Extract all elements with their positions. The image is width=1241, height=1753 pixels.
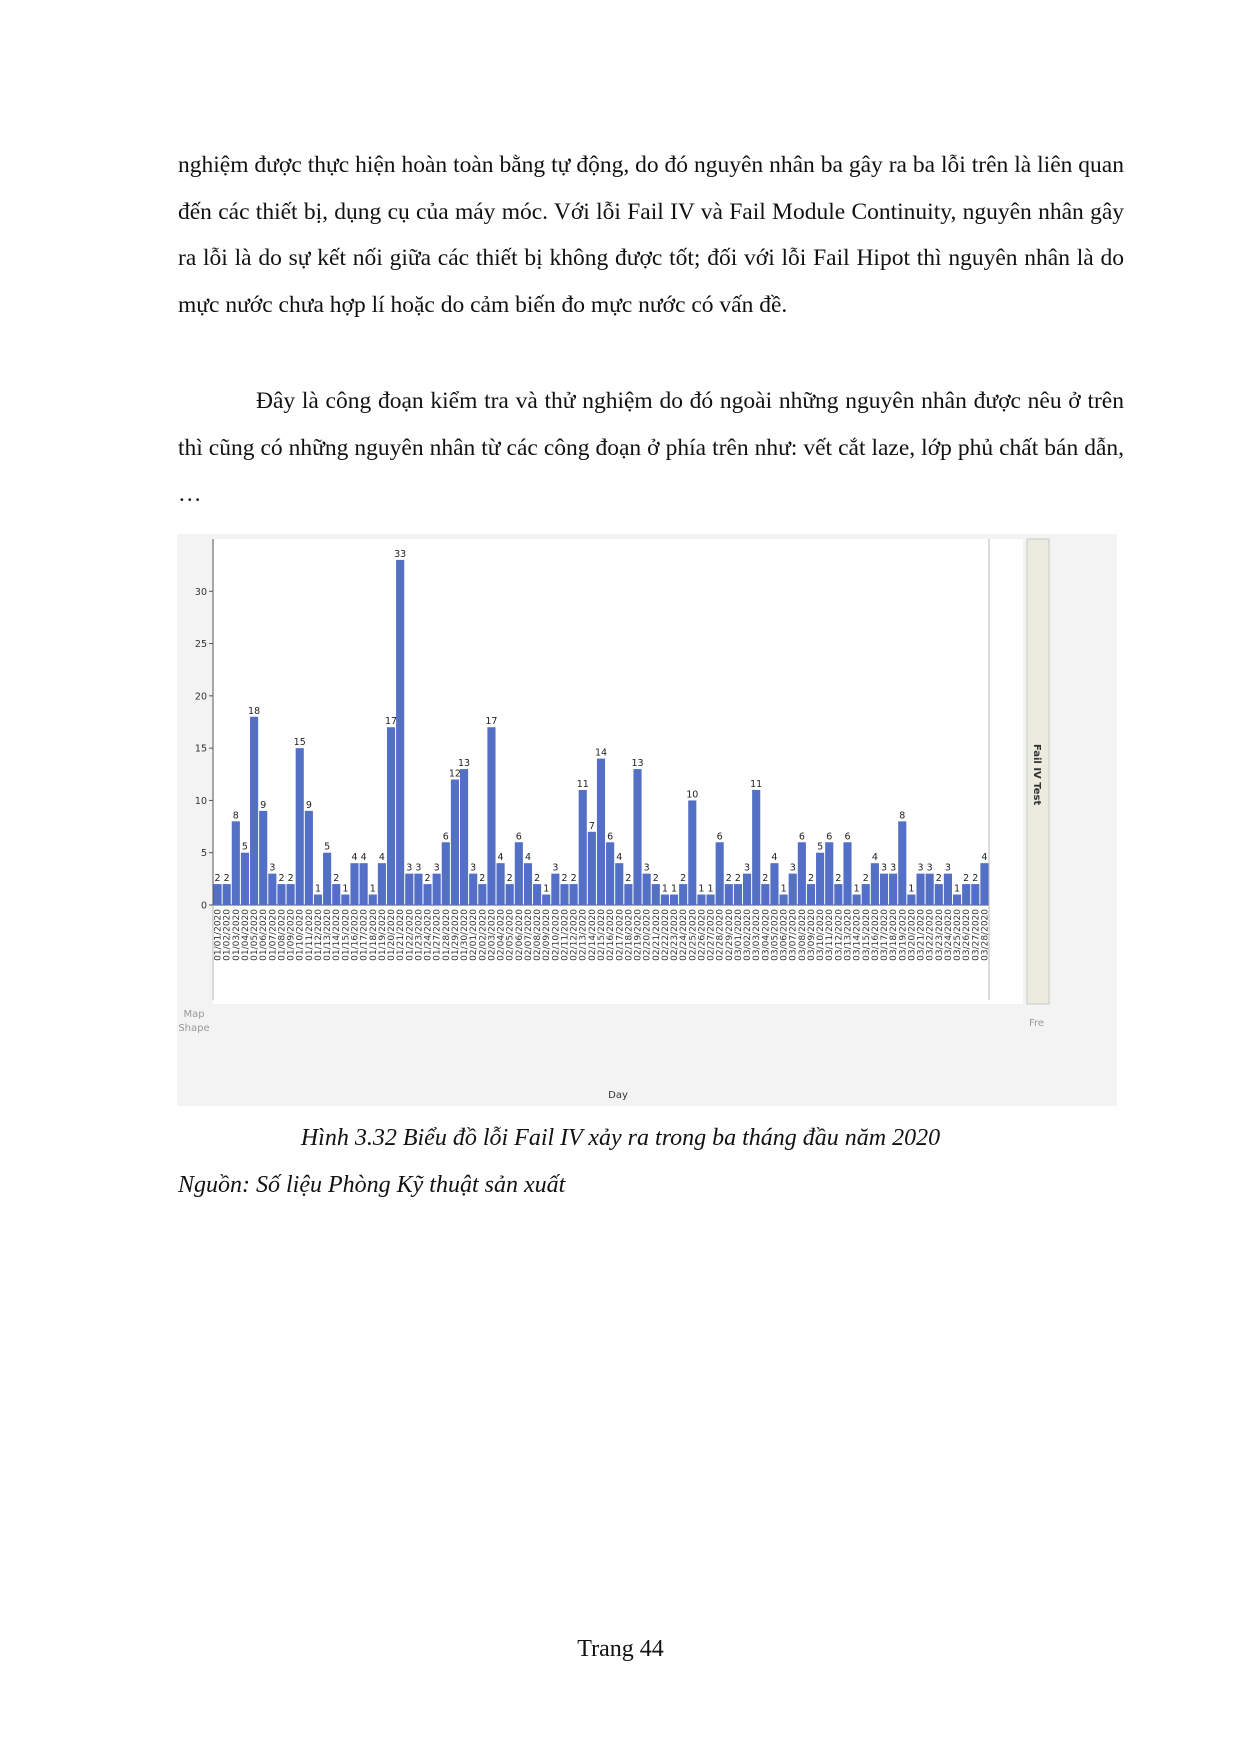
x-tick-label: 01/06/2020 bbox=[259, 909, 270, 961]
x-tick-label: 03/02/2020 bbox=[743, 909, 754, 961]
bar-value-label: 2 bbox=[935, 873, 942, 885]
right-panel-label: Fre bbox=[1029, 1018, 1045, 1029]
bar bbox=[305, 811, 313, 905]
bar bbox=[661, 895, 669, 905]
bar bbox=[241, 853, 249, 905]
bar-value-label: 4 bbox=[351, 852, 358, 864]
bar-value-label: 3 bbox=[433, 862, 440, 874]
bar bbox=[223, 884, 231, 905]
bar bbox=[980, 863, 988, 905]
x-tick-label: 02/12/2020 bbox=[569, 909, 580, 961]
y-tick-label: 0 bbox=[200, 900, 207, 912]
bar bbox=[250, 717, 258, 905]
bar-value-label: 3 bbox=[406, 862, 413, 874]
bar bbox=[725, 884, 733, 905]
bar bbox=[451, 780, 459, 905]
bar-value-label: 4 bbox=[497, 852, 504, 864]
x-tick-label: 01/29/2020 bbox=[450, 909, 461, 961]
x-tick-label: 02/20/2020 bbox=[642, 909, 653, 961]
bar-value-label: 2 bbox=[680, 873, 687, 885]
bar bbox=[853, 895, 861, 905]
bar bbox=[287, 884, 295, 905]
bar-value-label: 2 bbox=[214, 873, 221, 885]
x-tick-label: 02/28/2020 bbox=[715, 909, 726, 961]
bar bbox=[232, 821, 240, 905]
x-tick-label: 01/17/2020 bbox=[359, 909, 370, 961]
bar-value-label: 2 bbox=[479, 873, 486, 885]
bar-value-label: 1 bbox=[698, 883, 705, 895]
bar-value-label: 5 bbox=[817, 841, 824, 853]
x-tick-label: 03/06/2020 bbox=[779, 909, 790, 961]
bar-value-label: 6 bbox=[515, 831, 522, 843]
bar-value-label: 13 bbox=[631, 758, 644, 770]
x-tick-label: 02/13/2020 bbox=[578, 909, 589, 961]
bar-value-label: 4 bbox=[771, 852, 778, 864]
bar bbox=[706, 895, 714, 905]
x-tick-label: 02/03/2020 bbox=[487, 909, 498, 961]
bar bbox=[414, 874, 422, 905]
y-tick-label: 20 bbox=[194, 691, 207, 703]
bar bbox=[396, 560, 404, 905]
bar bbox=[296, 748, 304, 905]
bar bbox=[497, 863, 505, 905]
bar bbox=[378, 863, 386, 905]
bar bbox=[214, 884, 222, 905]
bar bbox=[807, 884, 815, 905]
bar-value-label: 15 bbox=[293, 737, 306, 749]
x-tick-label: 01/11/2020 bbox=[304, 909, 315, 961]
bar-value-label: 6 bbox=[442, 831, 449, 843]
x-tick-label: 03/10/2020 bbox=[816, 909, 827, 961]
bar bbox=[341, 895, 349, 905]
x-tick-label: 01/28/2020 bbox=[441, 909, 452, 961]
bar-value-label: 1 bbox=[671, 883, 678, 895]
bar bbox=[405, 874, 413, 905]
bar bbox=[971, 884, 979, 905]
x-tick-label: 01/12/2020 bbox=[313, 909, 324, 961]
bar-value-label: 6 bbox=[844, 831, 851, 843]
bar-value-label: 13 bbox=[458, 758, 471, 770]
bar bbox=[323, 853, 331, 905]
fail-iv-chart bbox=[177, 534, 1117, 1106]
x-tick-label: 03/18/2020 bbox=[889, 909, 900, 961]
x-tick-label: 03/21/2020 bbox=[916, 909, 927, 961]
bar-value-label: 6 bbox=[716, 831, 723, 843]
bar bbox=[387, 727, 395, 905]
bar-value-label: 3 bbox=[880, 862, 888, 874]
x-tick-label: 02/06/2020 bbox=[514, 909, 525, 961]
x-tick-labels bbox=[214, 909, 991, 961]
bar bbox=[560, 884, 568, 905]
bar bbox=[734, 884, 742, 905]
bar-value-label: 2 bbox=[725, 873, 732, 885]
figure-caption: Hình 3.32 Biểu đồ lỗi Fail IV xảy ra trong ba tháng đầu năm 2020 bbox=[300, 1125, 941, 1151]
bar-value-label: 2 bbox=[734, 873, 741, 885]
x-tick-label: 02/08/2020 bbox=[533, 909, 544, 961]
x-tick-label: 03/05/2020 bbox=[770, 909, 781, 961]
bar bbox=[752, 790, 760, 905]
x-tick-label: 01/13/2020 bbox=[323, 909, 334, 961]
bar bbox=[588, 832, 596, 905]
bar-value-label: 1 bbox=[661, 883, 668, 895]
bar bbox=[268, 874, 276, 905]
x-tick-label: 03/23/2020 bbox=[934, 909, 945, 961]
x-tick-label: 03/26/2020 bbox=[962, 909, 973, 961]
bar-value-label: 12 bbox=[448, 768, 461, 780]
bar-value-label: 9 bbox=[305, 799, 312, 811]
bar bbox=[606, 842, 614, 905]
x-tick-label: 01/14/2020 bbox=[332, 909, 343, 961]
bar-value-label: 3 bbox=[269, 862, 276, 874]
bar-value-label: 2 bbox=[534, 873, 541, 885]
x-tick-label: 01/19/2020 bbox=[377, 909, 388, 961]
x-tick-label: 03/28/2020 bbox=[980, 909, 991, 961]
bar bbox=[643, 874, 651, 905]
bar-value-label: 3 bbox=[415, 862, 422, 874]
left-panel-label-text: Map Shape bbox=[178, 1009, 210, 1034]
x-tick-label: 03/27/2020 bbox=[971, 909, 982, 961]
bar bbox=[652, 884, 660, 905]
source-note: Nguồn: Số liệu Phòng Kỹ thuật sản xuất bbox=[178, 1172, 566, 1198]
bar bbox=[898, 821, 906, 905]
bar bbox=[834, 884, 842, 905]
x-tick-label: 03/25/2020 bbox=[953, 909, 964, 961]
bar-value-label: 33 bbox=[394, 548, 407, 560]
x-tick-label: 01/21/2020 bbox=[396, 909, 407, 961]
bar-value-label: 4 bbox=[871, 852, 878, 864]
x-tick-label: 02/22/2020 bbox=[660, 909, 671, 961]
bar bbox=[679, 884, 687, 905]
x-tick-label: 01/05/2020 bbox=[250, 909, 261, 961]
bar-value-label: 5 bbox=[241, 841, 248, 853]
bar-value-label: 2 bbox=[652, 873, 659, 885]
x-tick-label: 02/19/2020 bbox=[633, 909, 644, 961]
bar-value-label: 2 bbox=[223, 873, 230, 885]
x-tick-label: 03/04/2020 bbox=[761, 909, 772, 961]
bar-value-label: 2 bbox=[625, 873, 632, 885]
bar-value-label: 3 bbox=[917, 862, 924, 874]
x-tick-label: 03/13/2020 bbox=[843, 909, 854, 961]
x-tick-label: 03/22/2020 bbox=[925, 909, 936, 961]
x-tick-label: 02/25/2020 bbox=[688, 909, 699, 961]
x-tick-label: 01/30/2020 bbox=[460, 909, 471, 961]
x-tick-label: 02/11/2020 bbox=[560, 909, 571, 961]
bar-value-label: 4 bbox=[360, 852, 367, 864]
x-tick-label: 03/24/2020 bbox=[943, 909, 954, 961]
bar bbox=[798, 842, 806, 905]
bar-value-label: 4 bbox=[616, 852, 623, 864]
x-tick-label: 02/18/2020 bbox=[624, 909, 635, 961]
x-tick-label: 02/24/2020 bbox=[679, 909, 690, 961]
page-number: Trang 44 bbox=[577, 1636, 664, 1662]
bar bbox=[478, 884, 486, 905]
bar bbox=[314, 895, 322, 905]
bar bbox=[515, 842, 523, 905]
x-tick-label: 02/16/2020 bbox=[606, 909, 617, 961]
x-tick-label: 01/08/2020 bbox=[277, 909, 288, 961]
bar bbox=[615, 863, 623, 905]
bar bbox=[487, 727, 495, 905]
bar bbox=[907, 895, 915, 905]
bar bbox=[369, 895, 377, 905]
x-tick-label: 03/12/2020 bbox=[834, 909, 845, 961]
bar bbox=[743, 874, 751, 905]
bar bbox=[843, 842, 851, 905]
bar bbox=[433, 874, 441, 905]
bar bbox=[579, 790, 587, 905]
bar-value-label: 7 bbox=[588, 820, 595, 832]
x-tick-label: 02/23/2020 bbox=[670, 909, 681, 961]
bar bbox=[916, 874, 924, 905]
x-tick-label: 01/20/2020 bbox=[387, 909, 398, 961]
bar-value-label: 1 bbox=[314, 883, 322, 895]
x-tick-label: 02/04/2020 bbox=[496, 909, 507, 961]
x-tick-label: 03/16/2020 bbox=[870, 909, 881, 961]
bar-value-label: 2 bbox=[333, 873, 340, 885]
bar bbox=[423, 884, 431, 905]
bar bbox=[816, 853, 824, 905]
bar-value-label: 18 bbox=[248, 705, 261, 717]
bar-value-label: 9 bbox=[260, 799, 267, 811]
x-tick-label: 02/09/2020 bbox=[542, 909, 553, 961]
panel-label: Fail IV Test bbox=[1031, 744, 1042, 806]
bar-value-label: 8 bbox=[899, 810, 906, 822]
bar bbox=[259, 811, 267, 905]
y-tick-label: 25 bbox=[194, 639, 207, 651]
y-tick-label: 30 bbox=[194, 586, 207, 598]
x-tick-label: 01/01/2020 bbox=[213, 909, 224, 961]
bar bbox=[551, 874, 559, 905]
bar bbox=[716, 842, 724, 905]
bar-value-label: 17 bbox=[384, 716, 398, 728]
bar bbox=[697, 895, 705, 905]
bar-value-label: 3 bbox=[744, 862, 751, 874]
bar-value-label: 2 bbox=[862, 873, 869, 885]
x-tick-label: 03/08/2020 bbox=[797, 909, 808, 961]
bar-value-label: 2 bbox=[972, 873, 979, 885]
x-tick-label: 03/07/2020 bbox=[788, 909, 799, 961]
bar bbox=[780, 895, 788, 905]
bar bbox=[670, 895, 678, 905]
x-tick-label: 03/11/2020 bbox=[825, 909, 836, 961]
bar bbox=[624, 884, 632, 905]
paragraph-2: Đây là công đoạn kiểm tra và thử nghiệm do đó ngoài những nguyên nhân được nêu ở trên thì cũng có những nguyên nhân từ các công đoạn ở phía trên như: vết cắt laze, lớp phủ chất bán dẫn, … bbox=[178, 388, 1124, 507]
bar-value-label: 6 bbox=[798, 831, 805, 843]
bar bbox=[506, 884, 514, 905]
bar-value-label: 1 bbox=[342, 883, 349, 895]
x-tick-label: 02/14/2020 bbox=[587, 909, 598, 961]
bar bbox=[926, 874, 934, 905]
bar-value-label: 14 bbox=[594, 747, 608, 759]
bar bbox=[524, 863, 532, 905]
bar-value-label: 2 bbox=[807, 873, 814, 885]
bar bbox=[770, 863, 778, 905]
bar-value-label: 4 bbox=[378, 852, 385, 864]
bar-value-label: 3 bbox=[944, 862, 951, 874]
x-tick-label: 01/02/2020 bbox=[222, 909, 233, 961]
x-tick-label: 02/21/2020 bbox=[651, 909, 662, 961]
bar bbox=[688, 800, 696, 905]
x-tick-label: 01/15/2020 bbox=[341, 909, 352, 961]
bar-value-label: 6 bbox=[607, 831, 614, 843]
bar-value-label: 1 bbox=[543, 883, 550, 895]
left-panel-label-box bbox=[177, 1008, 211, 1048]
bar-value-label: 1 bbox=[908, 883, 915, 895]
x-tick-label: 03/03/2020 bbox=[752, 909, 763, 961]
bar-value-label: 1 bbox=[369, 883, 376, 895]
bar bbox=[533, 884, 541, 905]
x-tick-label: 02/01/2020 bbox=[469, 909, 480, 961]
bar bbox=[871, 863, 879, 905]
bar-value-label: 3 bbox=[643, 862, 650, 874]
bar-value-label: 2 bbox=[424, 873, 431, 885]
bar-value-label: 11 bbox=[576, 778, 589, 790]
x-tick-label: 02/27/2020 bbox=[706, 909, 717, 961]
bar bbox=[460, 769, 468, 905]
bar-value-label: 8 bbox=[232, 810, 239, 822]
bar-value-label: 5 bbox=[324, 841, 331, 853]
chart-svg bbox=[177, 534, 1117, 1106]
x-tick-label: 02/07/2020 bbox=[523, 909, 534, 961]
bar bbox=[542, 895, 550, 905]
x-tick-label: 03/14/2020 bbox=[852, 909, 863, 961]
bar bbox=[277, 884, 285, 905]
bar bbox=[469, 874, 477, 905]
bar bbox=[761, 884, 769, 905]
bar-value-label: 6 bbox=[826, 831, 833, 843]
x-tick-label: 03/17/2020 bbox=[880, 909, 891, 961]
bar bbox=[935, 884, 943, 905]
x-tick-label: 01/18/2020 bbox=[368, 909, 379, 961]
y-tick-label: 5 bbox=[200, 848, 207, 860]
x-tick-label: 01/07/2020 bbox=[268, 909, 279, 961]
y-tick-label: 15 bbox=[194, 743, 207, 755]
bar-value-label: 3 bbox=[890, 862, 897, 874]
bar bbox=[944, 874, 952, 905]
bar bbox=[332, 884, 340, 905]
x-tick-label: 02/10/2020 bbox=[551, 909, 562, 961]
bar-value-label: 2 bbox=[287, 873, 294, 885]
bar bbox=[570, 884, 578, 905]
y-tick-label: 10 bbox=[194, 795, 207, 807]
x-tick-label: 03/19/2020 bbox=[898, 909, 909, 961]
bar bbox=[962, 884, 970, 905]
bar-value-label: 3 bbox=[926, 862, 933, 874]
bar bbox=[597, 759, 605, 905]
x-tick-label: 03/20/2020 bbox=[907, 909, 918, 961]
x-tick-label: 02/26/2020 bbox=[697, 909, 708, 961]
x-axis-title: Day bbox=[608, 1090, 628, 1101]
bar-value-label: 1 bbox=[954, 883, 961, 895]
x-tick-label: 03/15/2020 bbox=[861, 909, 872, 961]
bar-value-label: 4 bbox=[524, 852, 531, 864]
bar bbox=[825, 842, 833, 905]
bar bbox=[880, 874, 888, 905]
bar bbox=[442, 842, 450, 905]
bar bbox=[953, 895, 961, 905]
bar-value-label: 3 bbox=[470, 862, 477, 874]
paragraph-1: nghiệm được thực hiện hoàn toàn bằng tự động, do đó nguyên nhân ba gây ra ba lỗi trên là liên quan đến các thiết bị, dụng cụ của máy móc. Với lỗi Fail IV và Fail Module Continuity, nguyên nhân gây ra lỗi là do sự kết nối giữa các thiết bị không được tốt; đối với lỗi Fail Hipot thì nguyên nhân là do mực nước chưa hợp lí hoặc do cảm biến đo mực nước có vấn đề. bbox=[178, 152, 1124, 318]
x-tick-label: 01/27/2020 bbox=[432, 909, 443, 961]
bar-value-label: 1 bbox=[707, 883, 714, 895]
bar-value-label: 2 bbox=[506, 873, 513, 885]
x-tick-label: 01/03/2020 bbox=[231, 909, 242, 961]
x-tick-label: 02/05/2020 bbox=[505, 909, 516, 961]
x-tick-label: 01/24/2020 bbox=[423, 909, 434, 961]
x-tick-label: 02/02/2020 bbox=[478, 909, 489, 961]
bar bbox=[789, 874, 797, 905]
bar-value-label: 2 bbox=[561, 873, 568, 885]
bar bbox=[862, 884, 870, 905]
x-tick-label: 01/16/2020 bbox=[350, 909, 361, 961]
bar bbox=[633, 769, 641, 905]
bar-value-label: 2 bbox=[278, 873, 285, 885]
bar-value-label: 10 bbox=[686, 789, 699, 801]
x-tick-label: 02/15/2020 bbox=[597, 909, 607, 961]
bar-value-label: 2 bbox=[835, 873, 842, 885]
x-tick-label: 02/29/2020 bbox=[724, 909, 735, 961]
bar-value-label: 17 bbox=[485, 716, 498, 728]
x-tick-label: 01/09/2020 bbox=[286, 909, 297, 961]
x-tick-label: 01/10/2020 bbox=[295, 909, 306, 961]
x-tick-label: 01/04/2020 bbox=[240, 909, 251, 961]
bar-value-label: 2 bbox=[963, 873, 970, 885]
x-tick-label: 01/23/2020 bbox=[414, 909, 425, 961]
bar bbox=[889, 874, 897, 905]
x-tick-label: 01/22/2020 bbox=[405, 909, 416, 961]
x-tick-label: 02/17/2020 bbox=[615, 909, 626, 961]
bar-value-label: 1 bbox=[853, 883, 860, 895]
x-tick-label: 03/01/2020 bbox=[733, 909, 744, 961]
bar-value-label: 1 bbox=[780, 883, 787, 895]
bar-value-label: 3 bbox=[789, 862, 796, 874]
bar bbox=[350, 863, 358, 905]
bar-value-label: 3 bbox=[552, 862, 559, 874]
x-tick-label: 03/09/2020 bbox=[806, 909, 817, 961]
bar bbox=[360, 863, 368, 905]
bar-value-label: 2 bbox=[762, 873, 769, 885]
bar-value-label: 11 bbox=[750, 778, 763, 790]
bar-value-label: 4 bbox=[981, 852, 988, 864]
bar-value-label: 2 bbox=[570, 873, 577, 885]
